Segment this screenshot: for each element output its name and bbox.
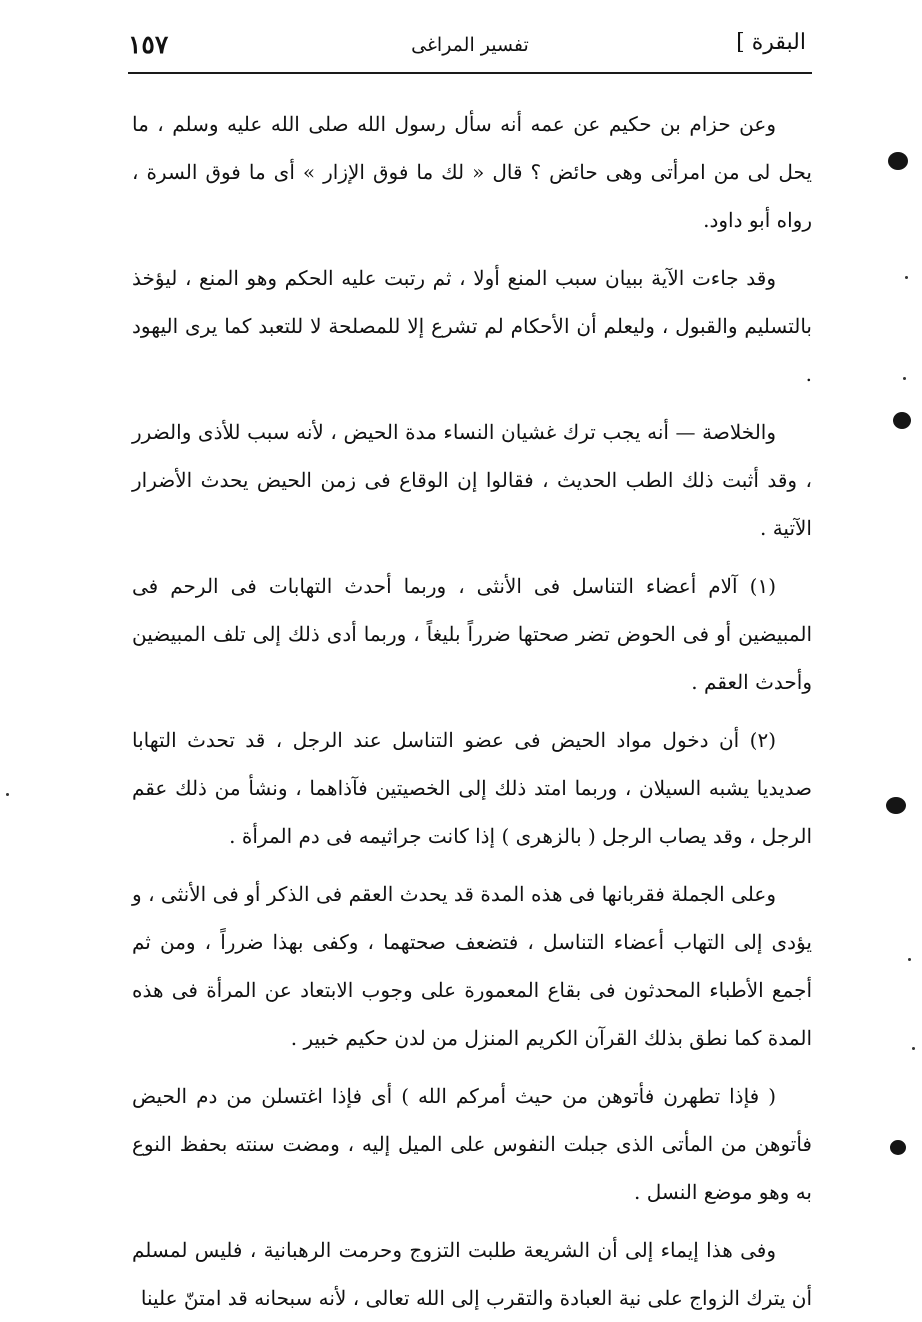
page-header xyxy=(128,22,812,70)
paragraph-harm-2: (٢) أن دخول مواد الحيض فى عضو التناسل عند الرجل ، قد تحدث التهابا صديديا يشبه السيلان ، وربما امتد ذلك إلى الخصيتين فآذاهما ، ونشأ من ذلك عقم الرجل ، وقد يصاب الرجل ( بالزهرى ) إذا كانت جراثيمه فى دم المرأة . xyxy=(132,728,812,848)
header-divider xyxy=(128,72,812,74)
ink-speck xyxy=(908,958,911,961)
paragraph-summary: والخلاصة — أنه يجب ترك غشيان النساء مدة الحيض ، لأنه سبب للأذى والضرر ، وقد أثبت ذلك الطب الحديث ، فقالوا إن الوقاع فى زمن الحيض يحدث الأضرار الآتية . xyxy=(132,420,812,540)
paragraph-verse-reason: وقد جاءت الآية ببيان سبب المنع أولا ، ثم رتبت عليه الحكم وهو المنع ، ليؤخذ بالتسليم والقبول ، وليعلم أن الأحكام لم تشرع إلا للمصلحة لا للتعبد كما يرى اليهود . xyxy=(132,266,812,386)
page-number: ١٥٧ xyxy=(128,30,169,59)
ink-blot xyxy=(888,152,908,170)
ink-blot xyxy=(890,1140,906,1155)
running-title: تفسير المراغى xyxy=(411,34,529,56)
ink-blot xyxy=(886,797,906,814)
ink-speck xyxy=(903,377,906,380)
paragraph-conclusion: وعلى الجملة فقربانها فى هذه المدة قد يحدث العقم فى الذكر أو فى الأنثى ، و يؤدى إلى التهاب أعضاء التناسل ، فتضعف صحتهما ، وكفى بهذا ضرراً ، ومن ثم أجمع الأطباء المحدثون فى بقاع المعمورة على وجوب الابتعاد عن المرأة فى هذه المدة كما نطق بذلك القرآن الكريم المنزل من لدن حكيم خبير . xyxy=(132,882,812,1050)
body-text xyxy=(132,100,812,1322)
ink-speck xyxy=(912,1047,915,1050)
paragraph-marriage: وفى هذا إيماء إلى أن الشريعة طلبت التزوج وحرمت الرهبانية ، فليس لمسلم أن يترك الزواج على نية العبادة والتقرب إلى الله تعالى ، لأنه سبحانه قد امتنّ علينا xyxy=(132,1238,812,1310)
paragraph-harm-1: (١) آلام أعضاء التناسل فى الأنثى ، وربما أحدث التهابات فى الرحم فى المبيضين أو فى الحوض تضر صحتها ضرراً بليغاً ، وربما أدى ذلك إلى تلف المبيضين وأحدث العقم . xyxy=(132,574,812,694)
paragraph-hadith: وعن حزام بن حكيم عن عمه أنه سأل رسول الله صلى الله عليه وسلم ، ما يحل لى من امرأتى وهى حائض ؟ قال « لك ما فوق الإزار » أى ما فوق السرة ، رواه أبو داود. xyxy=(132,112,812,232)
chapter-name: البقرة ] xyxy=(736,30,806,55)
ink-speck xyxy=(905,276,908,279)
ink-blot xyxy=(893,412,911,429)
paragraph-verse-purification: ( فإذا تطهرن فأتوهن من حيث أمركم الله ) أى فإذا اغتسلن من دم الحيض فأتوهن من المأتى الذى جبلت النفوس على الميل إليه ، ومضت سنته بحفظ النوع به وهو موضع النسل . xyxy=(132,1084,812,1204)
ink-speck xyxy=(6,793,9,796)
